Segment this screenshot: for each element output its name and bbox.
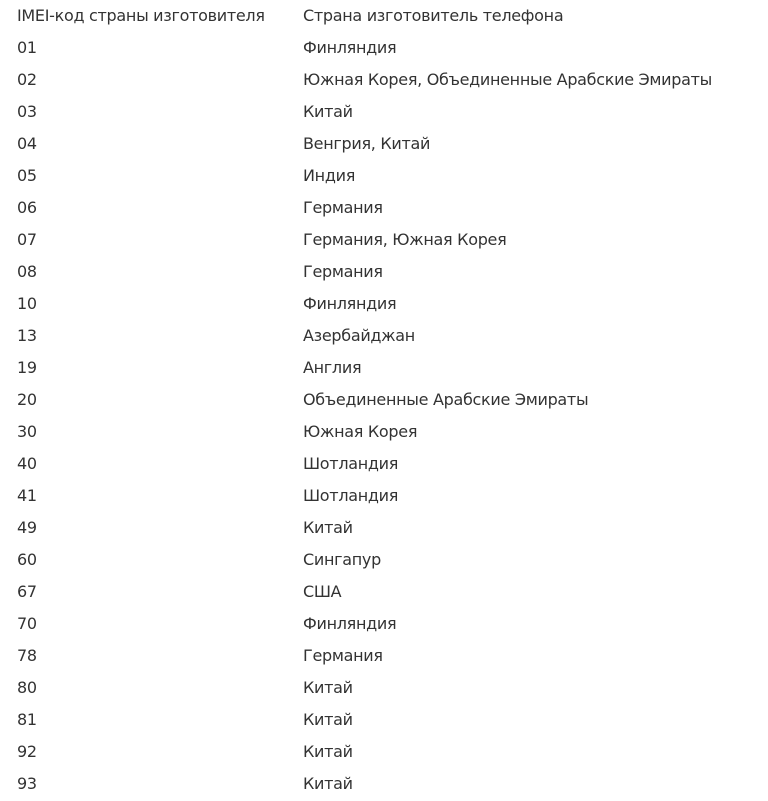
imei-code-cell: 08 xyxy=(17,262,37,281)
country-cell: Китай xyxy=(303,774,353,793)
header-country: Страна изготовитель телефона xyxy=(303,6,564,25)
country-cell: Шотландия xyxy=(303,486,399,505)
imei-code-cell: 02 xyxy=(17,70,37,89)
imei-code-cell: 40 xyxy=(17,454,37,473)
country-cell: Китай xyxy=(303,710,353,729)
country-cell: Германия xyxy=(303,198,383,217)
country-cell: Финляндия xyxy=(303,294,397,313)
country-cell: США xyxy=(303,582,342,601)
imei-code-cell: 80 xyxy=(17,678,37,697)
imei-code-cell: 92 xyxy=(17,742,37,761)
country-cell: Азербайджан xyxy=(303,326,415,345)
country-cell: Южная Корея xyxy=(303,422,418,441)
country-cell: Китай xyxy=(303,102,353,121)
imei-code-cell: 41 xyxy=(17,486,37,505)
country-cell: Индия xyxy=(303,166,356,185)
country-cell: Южная Корея, Объединенные Арабские Эмираты xyxy=(303,70,712,89)
country-cell: Шотландия xyxy=(303,454,399,473)
country-cell: Китай xyxy=(303,742,353,761)
country-cell: Объединенные Арабские Эмираты xyxy=(303,390,589,409)
country-cell: Китай xyxy=(303,518,353,537)
imei-code-cell: 10 xyxy=(17,294,37,313)
country-cell: Сингапур xyxy=(303,550,381,569)
imei-code-cell: 49 xyxy=(17,518,37,537)
imei-code-cell: 01 xyxy=(17,38,37,57)
imei-code-cell: 60 xyxy=(17,550,37,569)
imei-code-cell: 07 xyxy=(17,230,37,249)
imei-code-cell: 70 xyxy=(17,614,37,633)
country-cell: Китай xyxy=(303,678,353,697)
country-cell: Венгрия, Китай xyxy=(303,134,431,153)
country-cell: Англия xyxy=(303,358,362,377)
imei-code-cell: 81 xyxy=(17,710,37,729)
imei-code-cell: 20 xyxy=(17,390,37,409)
header-imei-code: IMEI-код страны изготовителя xyxy=(17,6,265,25)
imei-code-cell: 30 xyxy=(17,422,37,441)
imei-code-cell: 03 xyxy=(17,102,37,121)
imei-code-cell: 19 xyxy=(17,358,37,377)
imei-code-cell: 93 xyxy=(17,774,37,793)
imei-code-cell: 06 xyxy=(17,198,37,217)
country-cell: Германия, Южная Корея xyxy=(303,230,507,249)
imei-code-cell: 13 xyxy=(17,326,37,345)
country-cell: Финляндия xyxy=(303,614,397,633)
country-cell: Финляндия xyxy=(303,38,397,57)
imei-code-cell: 78 xyxy=(17,646,37,665)
imei-code-cell: 04 xyxy=(17,134,37,153)
imei-code-cell: 67 xyxy=(17,582,37,601)
imei-code-cell: 05 xyxy=(17,166,37,185)
country-cell: Германия xyxy=(303,262,383,281)
country-cell: Германия xyxy=(303,646,383,665)
